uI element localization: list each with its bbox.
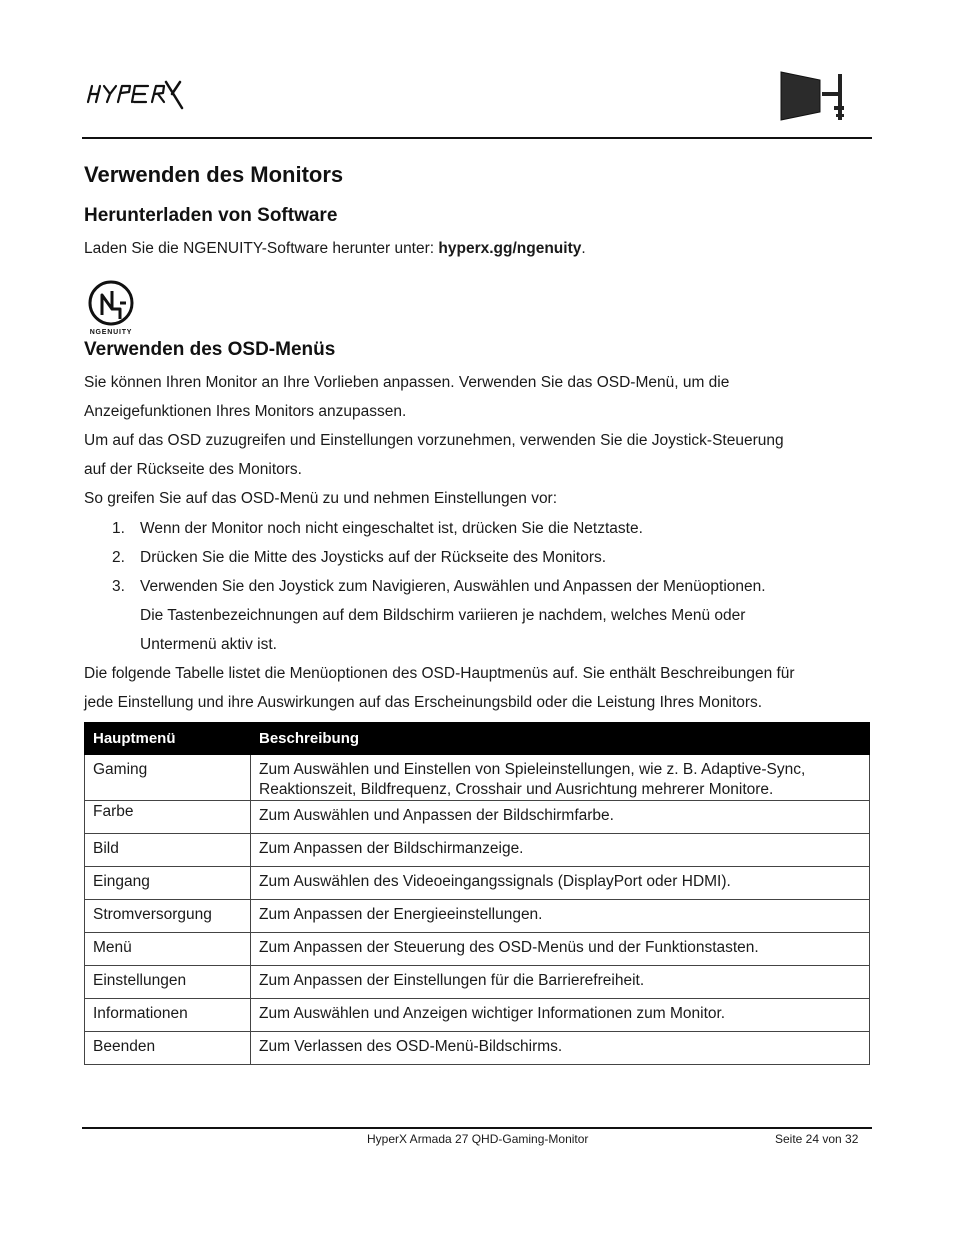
page-title: Verwenden des Monitors: [84, 162, 344, 187]
table-row: [85, 834, 870, 867]
table-row: [85, 966, 870, 999]
download-text: Laden Sie die NGENUITY-Software herunter unter:: [84, 240, 439, 257]
list-text: Drücken Sie die Mitte des Joysticks auf der Rückseite des Monitors.: [140, 549, 607, 566]
cell-line: Reaktionszeit, Bildfrequenz, Crosshair und Ausrichtung mehrerer Monitore.: [259, 781, 774, 798]
footer-rule: [82, 1127, 872, 1129]
osd-paragraph-1: [84, 368, 874, 426]
ngenuity-link[interactable]: hyperx.gg/ngenuity: [438, 240, 582, 257]
section-heading-osd: Verwenden des OSD-Menüs: [84, 339, 336, 360]
osd-paragraph-2: [84, 426, 874, 484]
header-rule: [82, 137, 872, 139]
list-item: [84, 543, 874, 572]
table-cell-description: Zum Auswählen und Anzeigen wichtiger Informationen zum Monitor.: [251, 999, 870, 1032]
column-header-beschreibung: Beschreibung: [251, 723, 870, 755]
table-row: [85, 999, 870, 1032]
paragraph-line: auf der Rückseite des Monitors.: [84, 461, 302, 478]
monitor-arm-icon: [778, 70, 854, 124]
list-item: [84, 572, 874, 659]
list-number: 1.: [112, 520, 125, 537]
table-cell-description: Zum Anpassen der Einstellungen für die Barrierefreiheit.: [251, 966, 870, 999]
table-cell-description: Zum Anpassen der Steuerung des OSD-Menüs und der Funktionstasten.: [251, 933, 870, 966]
cell-line: Zum Auswählen und Einstellen von Spieleinstellungen, wie z. B. Adaptive-Sync,: [259, 761, 806, 778]
table-cell-description: Zum Anpassen der Energieeinstellungen.: [251, 900, 870, 933]
download-paragraph: [84, 234, 874, 263]
table-cell-menu: Eingang: [85, 867, 251, 900]
table-cell-description: Zum Anpassen der Bildschirmanzeige.: [251, 834, 870, 867]
table-cell-description: [251, 755, 870, 801]
table-cell-menu: Bild: [85, 834, 251, 867]
column-header-hauptmenue: Hauptmenü: [85, 723, 251, 755]
list-number: 3.: [112, 578, 125, 595]
paragraph-line: Sie können Ihren Monitor an Ihre Vorlieben anpassen. Verwenden Sie das OSD-Menü, um die: [84, 374, 730, 391]
paragraph-line: jede Einstellung und ihre Auswirkungen auf das Erscheinungsbild oder die Leistung Ihres Monitors.: [84, 694, 763, 711]
table-cell-description: Zum Verlassen des OSD-Menü-Bildschirms.: [251, 1032, 870, 1065]
table-cell-menu: Farbe: [85, 801, 251, 834]
table-cell-menu: Menü: [85, 933, 251, 966]
osd-paragraph-3: So greifen Sie auf das OSD-Menü zu und nehmen Einstellungen vor:: [84, 490, 558, 507]
list-number: 2.: [112, 549, 125, 566]
list-text: Untermenü aktiv ist.: [140, 636, 277, 653]
table-cell-description: Zum Auswählen und Anpassen der Bildschirmfarbe.: [251, 801, 870, 834]
download-text-suffix: .: [581, 240, 586, 257]
table-row: [85, 867, 870, 900]
table-row: [85, 1032, 870, 1065]
list-text: Die Tastenbezeichnungen auf dem Bildschirm variieren je nachdem, welches Menü oder: [140, 607, 746, 624]
table-cell-menu: Beenden: [85, 1032, 251, 1065]
table-cell-menu: Stromversorgung: [85, 900, 251, 933]
footer-page-number: Seite 24 von 32: [775, 1132, 859, 1146]
table-cell-description: Zum Auswählen des Videoeingangssignals (DisplayPort oder HDMI).: [251, 867, 870, 900]
table-row: [85, 900, 870, 933]
ngenuity-logo-text: NGENUITY: [89, 329, 133, 336]
table-cell-menu: Informationen: [85, 999, 251, 1032]
osd-paragraph-4: [84, 659, 874, 717]
paragraph-line: Anzeigefunktionen Ihres Monitors anzupassen.: [84, 403, 407, 420]
list-text: Wenn der Monitor noch nicht eingeschaltet ist, drücken Sie die Netztaste.: [140, 520, 643, 537]
osd-steps-list: [84, 514, 874, 659]
table-cell-menu: Einstellungen: [85, 966, 251, 999]
list-item: [84, 514, 874, 543]
hyperx-logo: [84, 78, 184, 112]
footer-product-name: HyperX Armada 27 QHD-Gaming-Monitor: [367, 1132, 589, 1146]
section-heading-download: Herunterladen von Software: [84, 205, 338, 226]
table-row: [85, 933, 870, 966]
osd-menu-table: [84, 722, 870, 1065]
ngenuity-logo: [84, 279, 138, 337]
table-cell-menu: Gaming: [85, 755, 251, 801]
paragraph-line: Um auf das OSD zuzugreifen und Einstellungen vorzunehmen, verwenden Sie die Joystick-Steuerung: [84, 432, 784, 449]
paragraph-line: Die folgende Tabelle listet die Menüoptionen des OSD-Hauptmenüs auf. Sie enthält Beschreibungen für: [84, 665, 795, 682]
table-header-row: [85, 723, 870, 755]
table-row: [85, 755, 870, 801]
list-text: Verwenden Sie den Joystick zum Navigieren, Auswählen und Anpassen der Menüoptionen.: [140, 578, 766, 595]
table-row: [85, 801, 870, 834]
